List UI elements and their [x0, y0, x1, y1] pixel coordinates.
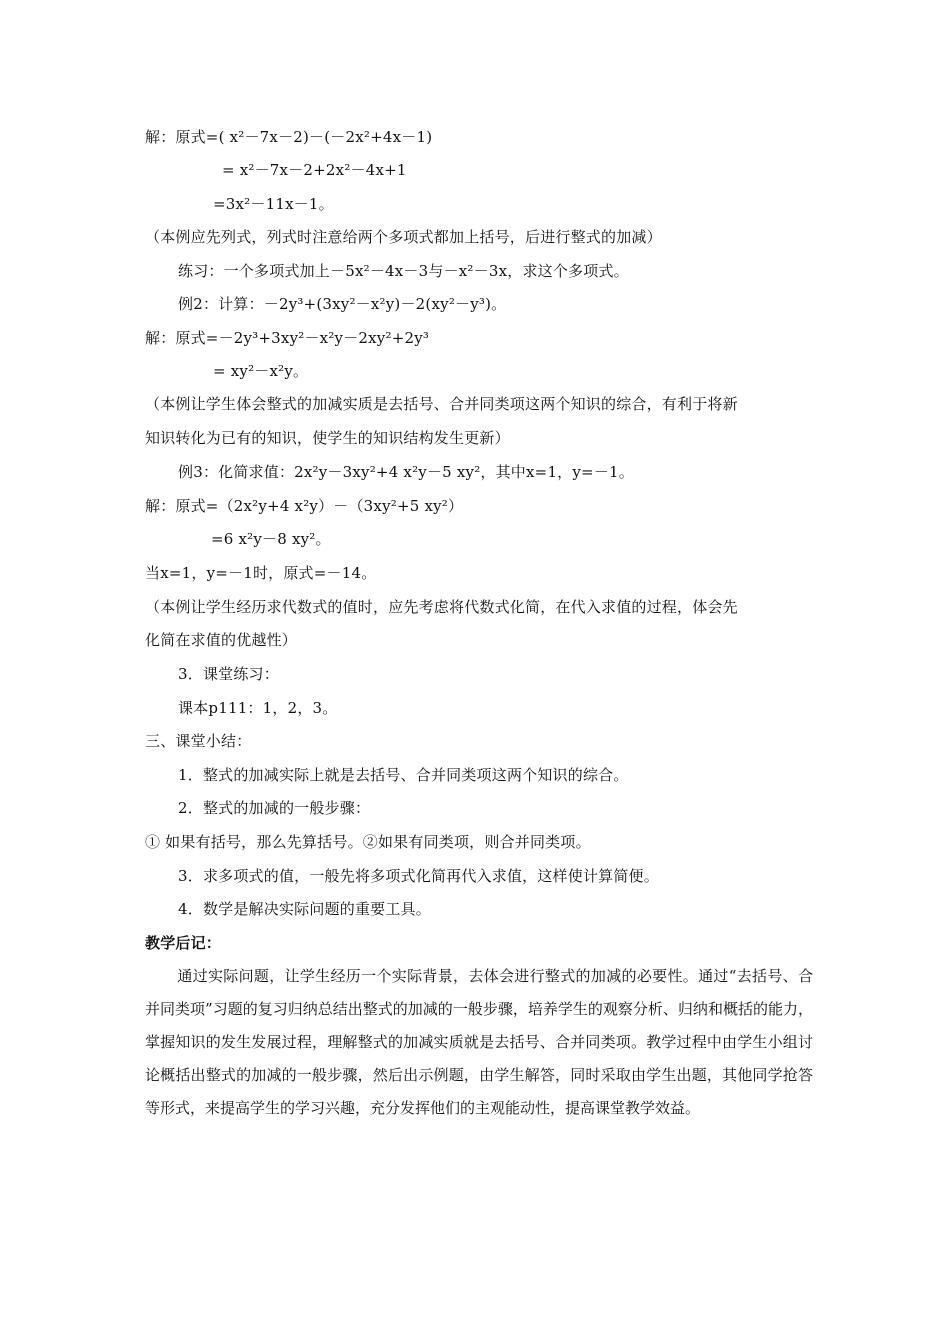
- note-3-line-1: （本例让学生经历求代数式的值时，应先考虑将代数式化简，在代入求值的过程，体会先: [145, 598, 738, 616]
- summary-item-4: 4．数学是解决实际问题的重要工具。: [178, 900, 431, 918]
- solution-3-line-2: =6 x²y－8 xy²。: [211, 530, 331, 548]
- solution-2-line-2: = xy²－x²y。: [213, 362, 309, 380]
- summary-heading: 三、课堂小结：: [145, 732, 252, 750]
- note-1: （本例应先列式，列式时注意给两个多项式都加上括号，后进行整式的加减）: [145, 228, 662, 246]
- solution-1-line-3: =3x²－11x－1。: [213, 195, 334, 213]
- class-exercise-heading: 3．课堂练习：: [178, 665, 279, 683]
- postscript-paragraph: [145, 960, 813, 1125]
- postscript-text: 通过实际问题，让学生经历一个实际背景，去体会进行整式的加减的必要性。通过“去括号、合并同类项”习题的复习归纳总结出整式的加减的一般步骤，培养学生的观察分析、归纳和概括的能力，掌握知识的发生发展过程，理解整式的加减实质就是去括号、合并同类项。教学过程中由学生小组讨论概括出整式的加减的一般步骤，然后出示例题，由学生解答，同时采取由学生出题，其他同学抢答等形式，来提高学生的学习兴趣，充分发挥他们的主观能动性，提高课堂教学效益。: [145, 967, 813, 1117]
- summary-steps-line: ① 如果有括号，那么先算括号。②如果有同类项，则合并同类项。: [145, 833, 591, 851]
- solution-2-line-1: 解：原式=－2y³+3xy²－x²y－2xy²+2y³: [145, 329, 430, 347]
- summary-item-3: 3．求多项式的值，一般先将多项式化简再代入求值，这样使计算简便。: [178, 867, 659, 885]
- note-3-line-2: 化简在求值的优越性）: [145, 631, 298, 649]
- textbook-exercise-line: 课本p111：1，2，3。: [178, 699, 338, 717]
- solution-1-line-2: = x²－7x－2+2x²－4x+1: [222, 161, 407, 179]
- solution-3-line-3: 当x=1，y=－1时，原式=－14。: [145, 564, 377, 582]
- exercise-line: 练习：一个多项式加上－5x²－4x－3与－x²－3x，求这个多项式。: [178, 262, 629, 280]
- solution-1-line-1: 解：原式=( x²－7x－2)－(－2x²+4x－1): [145, 128, 433, 146]
- solution-3-line-1: 解：原式=（2x²y+4 x²y）－（3xy²+5 xy²）: [145, 497, 464, 515]
- note-2-line-1: （本例让学生体会整式的加减实质是去括号、合并同类项这两个知识的综合，有利于将新: [145, 395, 738, 413]
- example-3-line: 例3：化简求值：2x²y－3xy²+4 x²y－5 xy²，其中x=1，y=－1。: [178, 463, 634, 481]
- example-2-line: 例2：计算：－2y³+(3xy²－x²y)－2(xy²－y³)。: [178, 295, 507, 313]
- summary-item-1: 1．整式的加减实际上就是去括号、合并同类项这两个知识的综合。: [178, 766, 629, 784]
- note-2-line-2: 知识转化为已有的知识，使学生的知识结构发生更新）: [145, 429, 510, 447]
- postscript-heading: 教学后记：: [145, 934, 222, 952]
- summary-item-2: 2．整式的加减的一般步骤：: [178, 799, 371, 817]
